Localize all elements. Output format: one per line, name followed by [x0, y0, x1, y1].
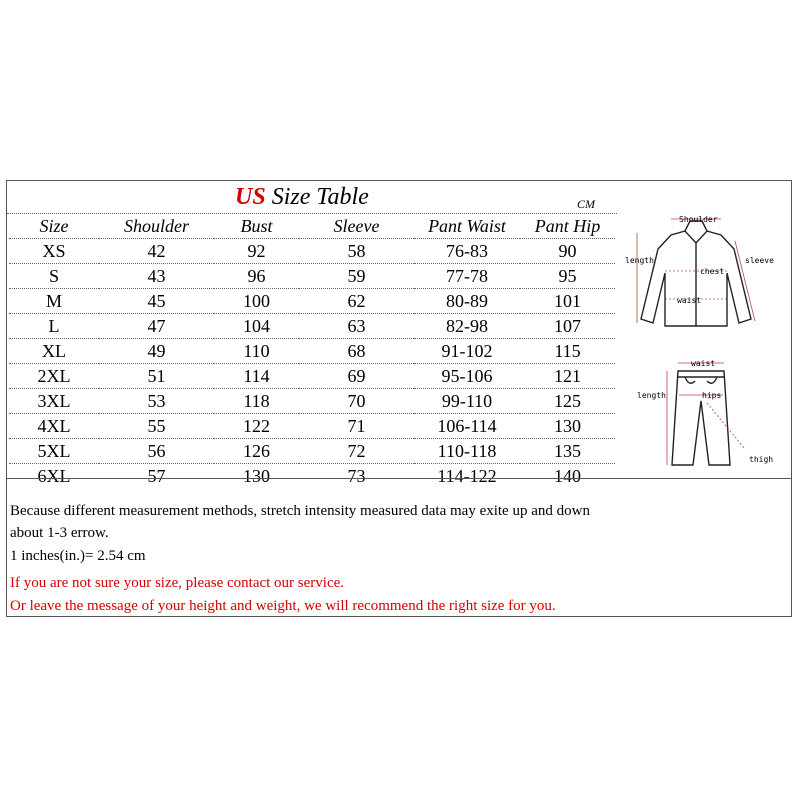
shirt-label-waist: waist [677, 296, 702, 305]
cell-sleeve: 73 [347, 466, 366, 486]
cell-bust: 100 [214, 289, 299, 314]
table-header-row [9, 214, 615, 239]
shirt-label-sleeve: sleeve [745, 256, 774, 265]
cell-pant-hip: 130 [520, 414, 615, 439]
header-shoulder: Shoulder [99, 214, 214, 239]
title-text: Size Table [265, 184, 369, 210]
cell-shoulder: 49 [99, 339, 214, 364]
cell-sleeve: 72 [299, 439, 414, 464]
pants-diagram [623, 353, 788, 473]
cell-size: M [9, 289, 99, 314]
table-row [9, 264, 615, 289]
cell-bust: 104 [214, 314, 299, 339]
pants-label-length: length [637, 391, 666, 400]
cell-sleeve: 59 [299, 264, 414, 289]
cell-pant-hip: 95 [520, 264, 615, 289]
shirt-label-length: length [625, 256, 654, 265]
cell-pant-waist: 80-89 [414, 289, 520, 314]
cell-bust: 92 [214, 239, 299, 264]
pants-label-hips: hips [702, 391, 722, 400]
cell-shoulder: 53 [99, 389, 214, 414]
pants-label-thigh: thigh [749, 455, 774, 464]
cell-shoulder: 43 [99, 264, 214, 289]
cell-shoulder: 47 [99, 314, 214, 339]
cell-size: L [9, 314, 99, 339]
shirt-label-chest: chest [700, 267, 725, 276]
cell-pant-waist: 106-114 [414, 414, 520, 439]
header-sleeve: Sleeve [299, 214, 414, 239]
note-measurement-methods: Because different measurement methods, stretch intensity measured data may exite up and down [10, 503, 590, 519]
cell-pant-waist: 114-122 [437, 466, 497, 486]
cell-bust: 114 [214, 364, 299, 389]
cell-shoulder: 55 [99, 414, 214, 439]
table-row [9, 364, 615, 389]
table-row [9, 239, 615, 264]
cell-size: 3XL [9, 389, 99, 414]
table-row [9, 339, 615, 364]
pants-measure-lines [667, 363, 745, 465]
cell-pant-waist: 95-106 [414, 364, 520, 389]
note-inch-conversion: 1 inches(in.)= 2.54 cm [10, 548, 146, 564]
header-bust: Bust [214, 214, 299, 239]
title-row [7, 181, 617, 214]
table-row [9, 389, 615, 414]
cell-size: S [9, 264, 99, 289]
cell-size: 2XL [9, 364, 99, 389]
cell-sleeve: 58 [299, 239, 414, 264]
cell-pant-hip: 121 [520, 364, 615, 389]
cell-bust: 118 [214, 389, 299, 414]
section-divider [7, 478, 791, 479]
cell-shoulder: 57 [147, 466, 166, 486]
cell-shoulder: 51 [99, 364, 214, 389]
cell-shoulder: 56 [99, 439, 214, 464]
cell-sleeve: 71 [299, 414, 414, 439]
table-row [9, 464, 615, 489]
cell-pant-hip: 115 [520, 339, 615, 364]
cell-sleeve: 68 [299, 339, 414, 364]
cell-bust: 126 [214, 439, 299, 464]
size-chart-frame [6, 180, 792, 617]
size-table [9, 214, 615, 488]
shirt-label-shoulder: Shoulder [679, 215, 718, 224]
cell-pant-waist: 77-78 [414, 264, 520, 289]
cell-shoulder: 42 [99, 239, 214, 264]
shirt-diagram [623, 211, 788, 336]
cell-pant-waist: 82-98 [414, 314, 520, 339]
cell-size: XS [9, 239, 99, 264]
note-error-range: about 1-3 errow. [10, 525, 109, 541]
table-row [9, 439, 615, 464]
cell-sleeve: 70 [299, 389, 414, 414]
unit-label: CM [577, 197, 595, 211]
cell-pant-waist: 76-83 [414, 239, 520, 264]
cell-bust: 130 [243, 466, 270, 486]
cell-size: XL [9, 339, 99, 364]
cell-bust: 122 [214, 414, 299, 439]
cell-size: 5XL [9, 439, 99, 464]
cell-pant-waist: 91-102 [414, 339, 520, 364]
table-row [9, 289, 615, 314]
cell-pant-waist: 99-110 [414, 389, 520, 414]
table-row [9, 414, 615, 439]
header-pant-hip: Pant Hip [520, 214, 615, 239]
pants-label-waist: waist [691, 359, 716, 368]
cell-pant-hip: 90 [520, 239, 615, 264]
table-row [9, 314, 615, 339]
cell-bust: 110 [214, 339, 299, 364]
cell-pant-hip: 140 [554, 466, 581, 486]
cell-sleeve: 62 [299, 289, 414, 314]
cell-pant-hip: 125 [520, 389, 615, 414]
cell-pant-hip: 135 [520, 439, 615, 464]
header-pant-waist: Pant Waist [414, 214, 520, 239]
shirt-outline-icon [641, 221, 751, 326]
header-size: Size [9, 214, 99, 239]
cell-shoulder: 45 [99, 289, 214, 314]
cell-sleeve: 63 [299, 314, 414, 339]
cell-size: 4XL [9, 414, 99, 439]
chart-title [235, 184, 369, 211]
title-us: US [235, 184, 266, 210]
cell-sleeve: 69 [299, 364, 414, 389]
note-leave-message: Or leave the message of your height and weight, we will recommend the right size for you. [10, 598, 556, 614]
cell-pant-hip: 107 [520, 314, 615, 339]
cell-size: 6XL [37, 466, 71, 486]
note-contact-service: If you are not sure your size, please contact our service. [10, 575, 345, 591]
cell-bust: 96 [214, 264, 299, 289]
cell-pant-waist: 110-118 [414, 439, 520, 464]
cell-pant-hip: 101 [520, 289, 615, 314]
pants-outline-icon [672, 371, 730, 465]
